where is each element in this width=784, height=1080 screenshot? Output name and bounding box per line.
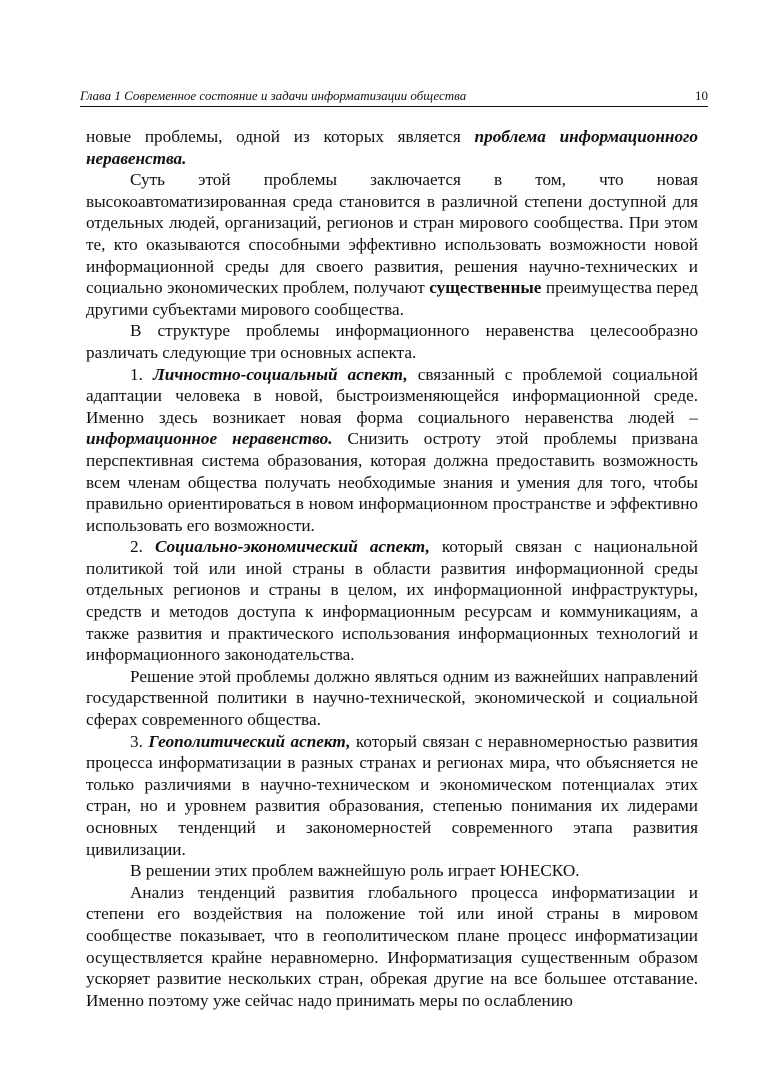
paragraph-1-text: новые проблемы, одной из которых является <box>86 127 475 146</box>
paragraph-2-text-a: Суть этой проблемы заключается в том, что новая высокоавтоматизированная среда становится в различной степени доступной для отдельных людей, организаций, регионов и стран мирового сообщества. При этом те, кто оказываются способными эффективно использовать возможности новой информационной среды для своего развития, решения научно-технических и социально экономических проблем, получают <box>86 170 698 298</box>
paragraph-6: Решение этой проблемы должно являться одним из важнейших направлений государственной политики в научно-технической, экономической и социальной сферах современного общества. <box>86 666 698 730</box>
paragraph-4-text-b: Снизить остроту этой проблемы призвана перспективная система образования, которая должна предоставить возможность всем членам общества получать необходимые знания и умения для того, чтобы правильно ориентироваться в новом информационном пространстве и эффективно использовать его возможности. <box>86 429 698 535</box>
term-information-inequality-problem: проблема информационного неравенства. <box>86 127 698 168</box>
paragraph-7-number: 3. <box>130 731 149 751</box>
paragraph-9: Анализ тенденций развития глобального процесса информатизации и степени его воздействия на положение той или иной страны в мировом сообществе показывает, что в геополитическом плане процесс информатизации осуществляется крайне неравномерно. Информатизация существенным образом ускоряет развитие нескольких стран, обрекая другие на все большее отставание. Именно поэтому уже сейчас надо принимать меры по ослаблению <box>86 882 698 1010</box>
paragraph-5 <box>86 536 698 666</box>
paragraph-2-bold-word: существенные <box>429 278 542 298</box>
paragraph-2-text-b: преимущества перед другими субъектами мирового сообщества. <box>86 278 699 319</box>
page-number: 10 <box>695 88 708 103</box>
paragraph-7-text: который связан с неравномерностью развития процесса информатизации в разных странах и регионах мира, что объясняется не только различиями в научно-техническом и экономическом потенциалах этих стран, но и уровнем развития образования, степенью понимания их лидерами основных тенденций и закономерностей современного этапа развития цивилизации. <box>86 731 698 859</box>
aspect-personal-social-heading: Личностно-социальный аспект, <box>152 364 408 384</box>
paragraph-1 <box>86 126 698 169</box>
paragraph-5-text: который связан с национальной политикой той или иной страны в области развития информационной среды отдельных регионов и страны в целом, их информационной инфраструктуры, средств и методов доступа к информационным ресурсам и коммуникациям, а также развития и практического использования информационных технологий и информационного законодательства. <box>86 537 698 665</box>
paragraph-4-text-a: связанный с проблемой социальной адаптации человека в новой, быстроизменяющейся информационной среде. Именно здесь возникает новая форма социального неравенства людей – <box>86 364 698 427</box>
paragraph-4 <box>86 364 698 537</box>
page-header <box>80 88 708 107</box>
term-information-inequality: информационное неравенство. <box>86 429 333 449</box>
paragraph-7 <box>86 731 698 861</box>
paragraph-3: В структуре проблемы информационного неравенства целесообразно различать следующие три основных аспекта. <box>86 321 698 362</box>
paragraph-8: В решении этих проблем важнейшую роль играет ЮНЕСКО. <box>130 861 580 881</box>
paragraph-2 <box>86 169 698 320</box>
aspect-socio-economic-heading: Социально-экономический аспект, <box>154 537 430 557</box>
aspect-geopolitical-heading: Геополитический аспект, <box>148 731 351 751</box>
paragraph-4-number: 1. <box>130 364 153 384</box>
body-text <box>86 126 698 1011</box>
running-head: Глава 1 Современное состояние и задачи информатизации общества <box>80 88 467 103</box>
paragraph-5-number: 2. <box>130 537 155 557</box>
